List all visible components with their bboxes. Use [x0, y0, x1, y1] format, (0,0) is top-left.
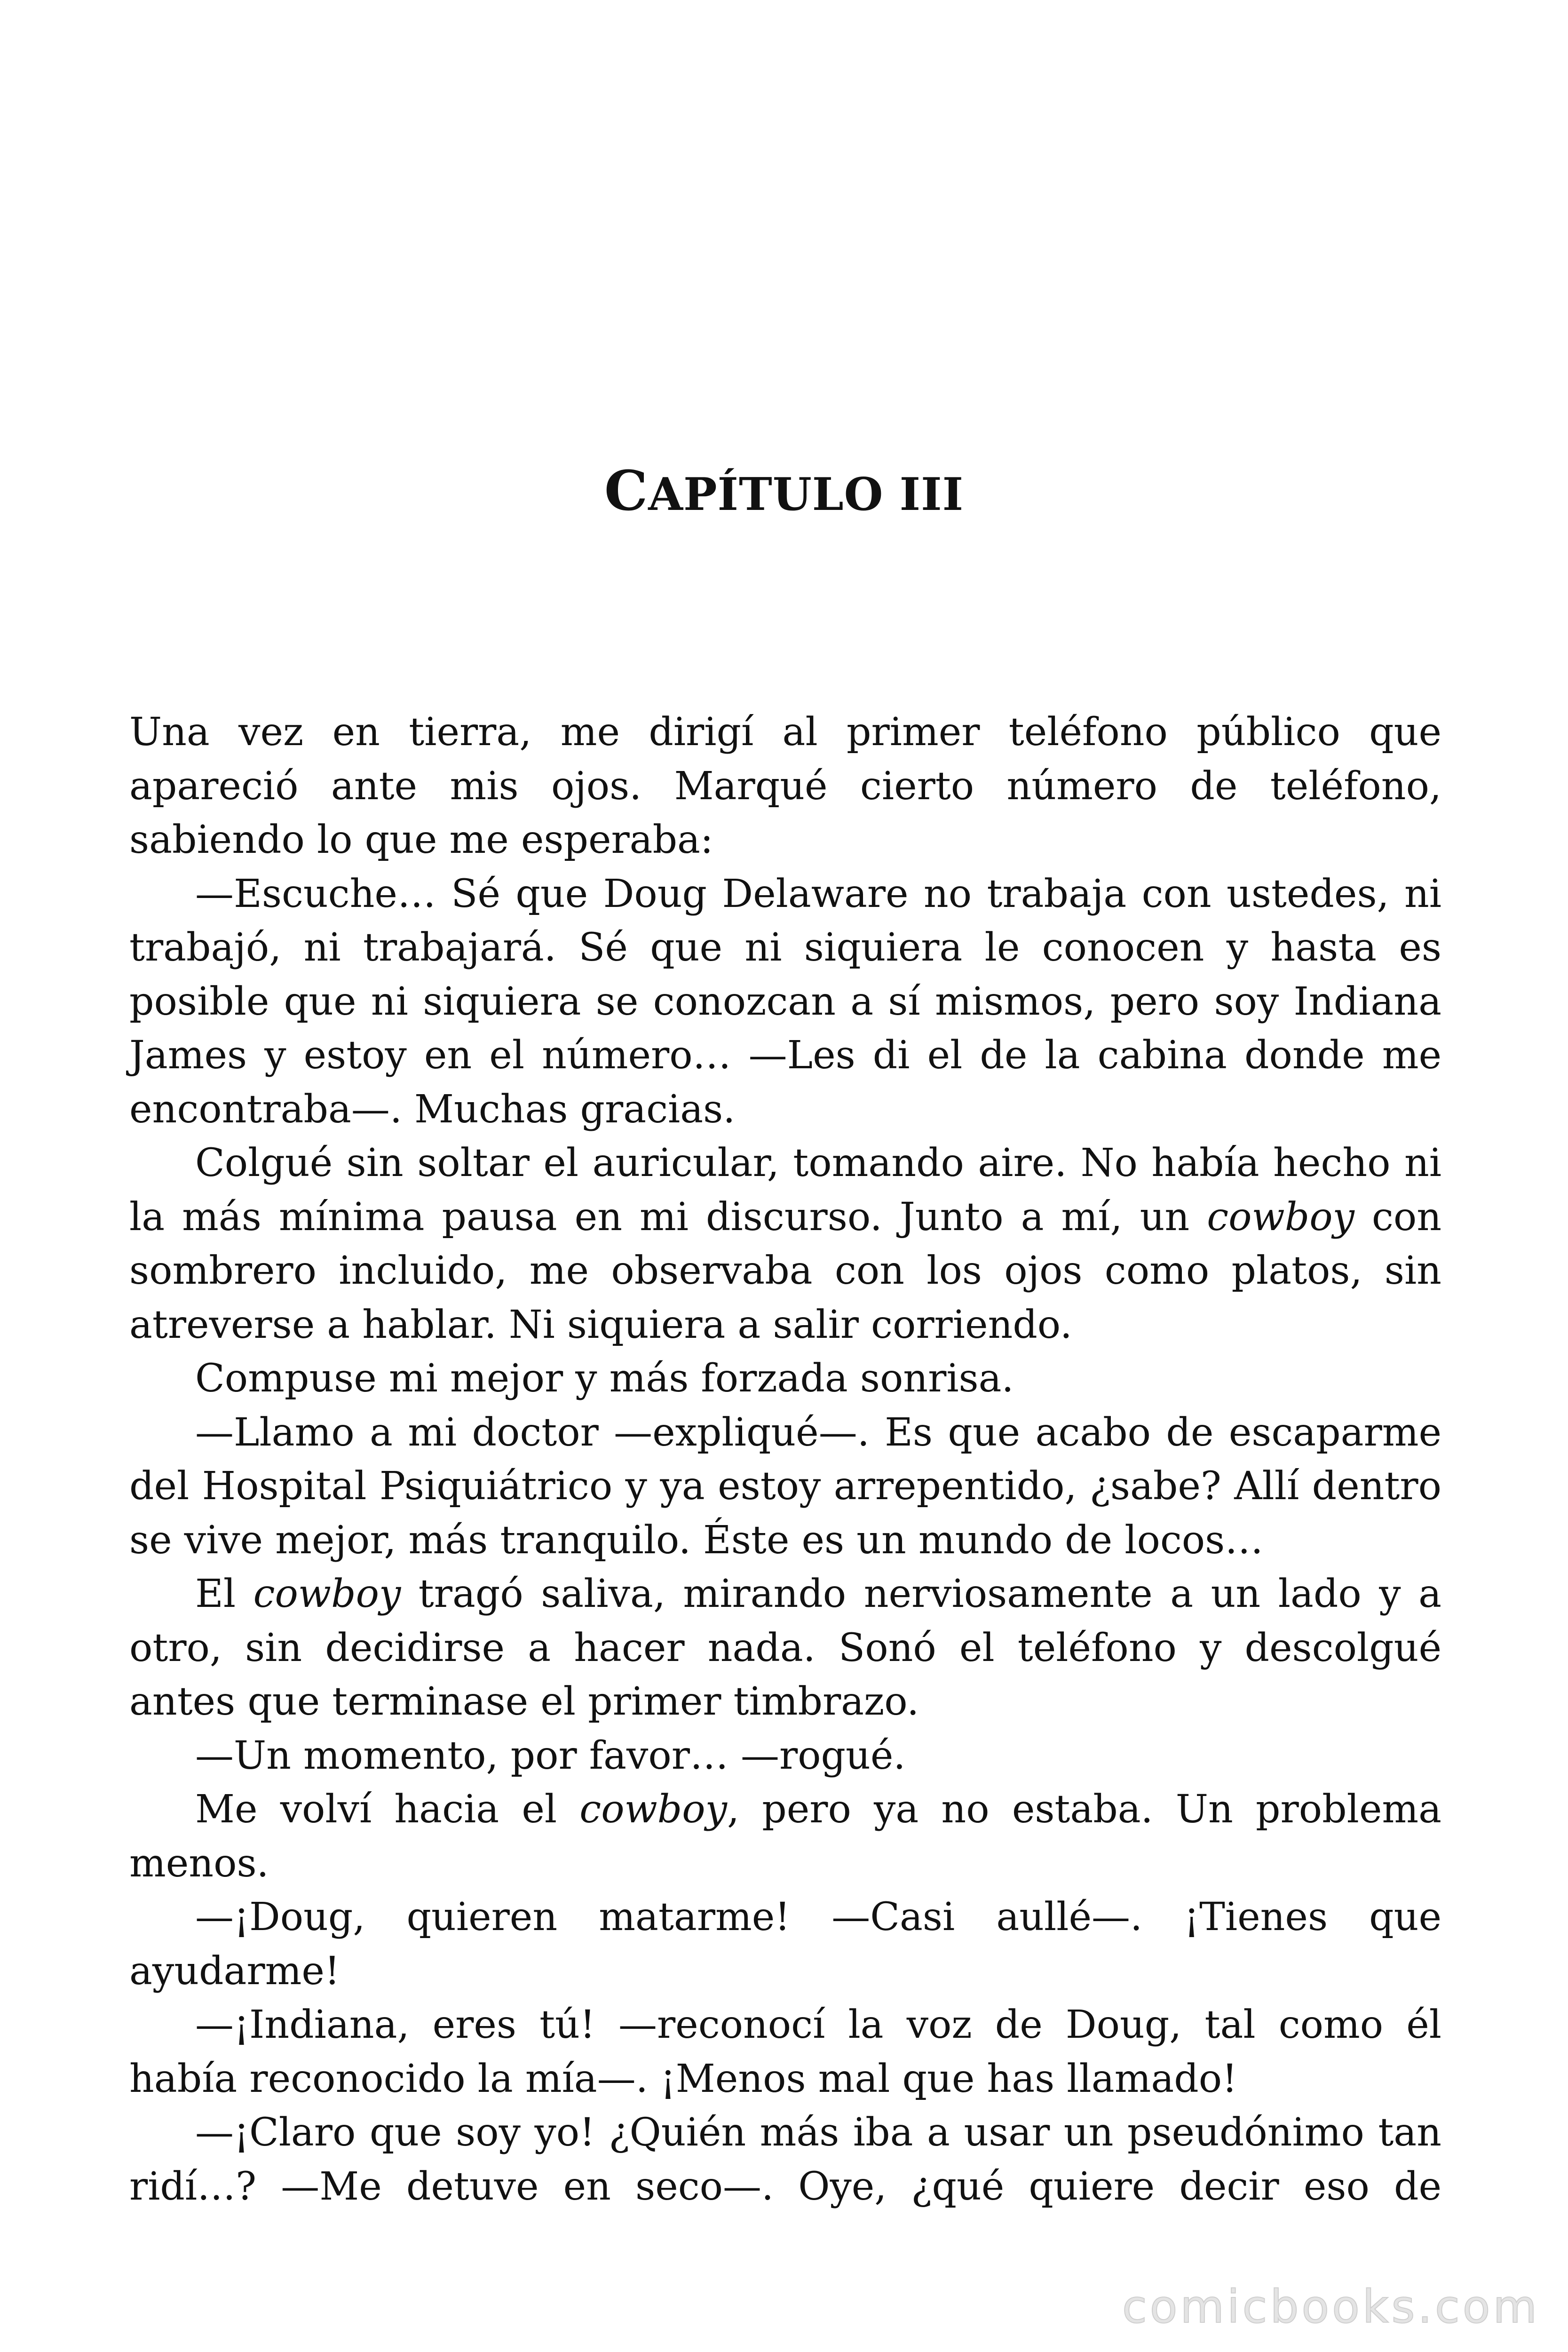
- paragraph-2: [129, 867, 1441, 1137]
- paragraph-text: Una vez en tierra, me dirigí al primer teléfono público que apareció ante mis ojos. Marqué cierto número de teléfono, sabiendo lo que me esperaba:: [129, 710, 1441, 862]
- paragraph-7: [129, 1729, 1441, 1783]
- paragraph-3: [129, 1136, 1441, 1352]
- paragraph-text: con sombrero incluido, me observaba con los ojos como platos, sin atreverse a hablar. Ni siquiera a salir corriendo.: [129, 1194, 1441, 1347]
- body-text: [129, 706, 1441, 2214]
- paragraph-text: tragó saliva, mirando nerviosamente a un lado y a otro, sin decidirse a hacer nada. Sonó el teléfono y descolgué antes que terminase el primer timbrazo.: [129, 1572, 1441, 1724]
- paragraph-text: , pero ya no estaba. Un problema menos.: [129, 1787, 1441, 1886]
- paragraph-6: [129, 1567, 1441, 1729]
- paragraph-text: —¡Claro que soy yo! ¿Quién más iba a usar un pseudónimo tan ridí…? —Me detuve en seco—. Oye, ¿qué quiere decir eso de: [129, 2110, 1441, 2209]
- chapter-title: [0, 459, 1568, 524]
- paragraph-11: [129, 2106, 1441, 2214]
- italic-word: cowboy: [253, 1572, 401, 1616]
- paragraph-text: El: [195, 1572, 253, 1616]
- paragraph-4: [129, 1352, 1441, 1406]
- paragraph-text: Me volví hacia el: [195, 1787, 580, 1832]
- paragraph-text: —Escuche… Sé que Doug Delaware no trabaja con ustedes, ni trabajó, ni trabajará. Sé que ni siquiera le conocen y hasta es posible que ni siquiera se conozcan a sí mismos, pero soy Indiana James y estoy en el número… —Les di el de la cabina donde me encontraba—. Muchas gracias.: [129, 871, 1441, 1132]
- paragraph-text: —Llamo a mi doctor —expliqué—. Es que acabo de escaparme del Hospital Psiquiátrico y ya estoy arrepentido, ¿sabe? Allí dentro se vive mejor, más tranquilo. Éste es un mundo de locos…: [129, 1410, 1441, 1563]
- paragraph-9: [129, 1891, 1441, 1998]
- paragraph-5: [129, 1406, 1441, 1568]
- paragraph-text: Colgué sin soltar el auricular, tomando aire. No había hecho ni la más mínima pausa en mi discurso. Junto a mí, un: [129, 1141, 1441, 1240]
- chapter-title-initial: C: [604, 459, 649, 523]
- paragraph-text: —Un momento, por favor… —rogué.: [195, 1733, 906, 1778]
- paragraph-text: Compuse mi mejor y más forzada sonrisa.: [195, 1356, 1014, 1401]
- italic-word: cowboy: [1207, 1194, 1354, 1240]
- paragraph-text: —¡Doug, quieren matarme! —Casi aullé—. ¡Tienes que ayudarme!: [129, 1895, 1441, 1994]
- chapter-title-rest: APÍTULO III: [648, 469, 964, 521]
- italic-word: cowboy: [579, 1787, 727, 1832]
- paragraph-1: [129, 706, 1441, 867]
- watermark: comicbooks.com: [1122, 2280, 1540, 2333]
- paragraph-10: [129, 1998, 1441, 2106]
- paragraph-text: —¡Indiana, eres tú! —reconocí la voz de Doug, tal como él había reconocido la mía—. ¡Menos mal que has llamado!: [129, 2002, 1441, 2101]
- paragraph-8: [129, 1783, 1441, 1891]
